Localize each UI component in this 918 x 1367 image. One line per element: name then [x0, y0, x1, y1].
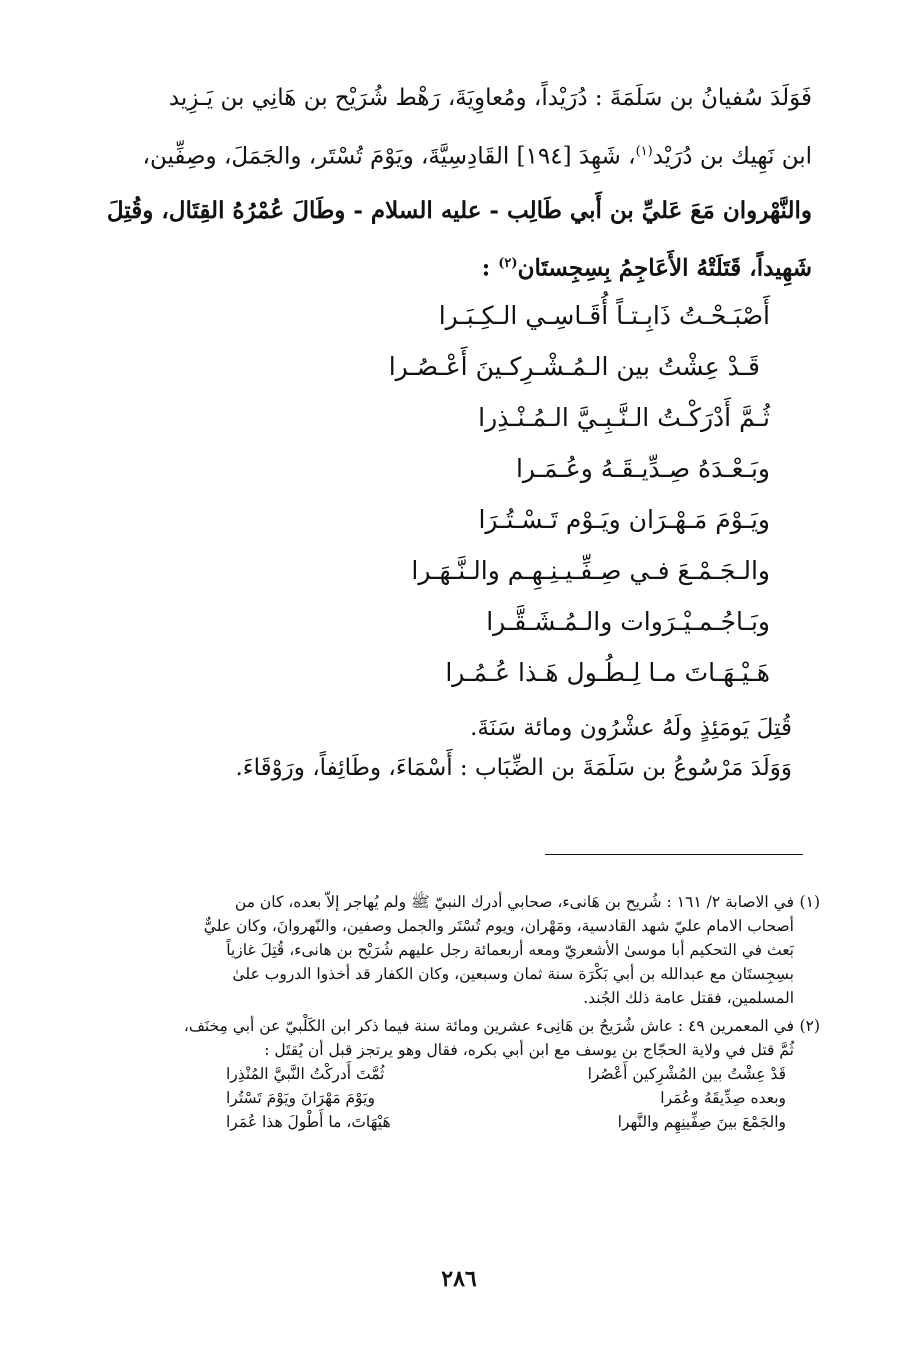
- paragraph-line-1: فَوَلَدَ سُفيانُ بن سَلَمَةَ : دُرَيْداً، ومُعاوِيَةَ، رَهْط شُرَيْح بن هَانِي بن يَـزِيد: [168, 85, 812, 111]
- footnote-text: بسِجِستَان مع عبدالله بن أبي بَكْرَة سنة ثمان وسبعين، وكان الكفار قد أخذوا الدروب علىٰ: [232, 965, 794, 983]
- paragraph-line-3: والنَّهْروان مَعَ عَليِّ بن أَبي طَالِب - عليه السلام - وطَالَ عُمْرُهُ القِتَال، وقُتِلَ: [106, 196, 812, 224]
- verse-line: أَصْبَـحْـتُ ذَابِـتـاً أُقَـاسِـي الـكِـبَـرا: [438, 301, 770, 330]
- footnote-text: المسلمين، فقتل عامة ذلك الجُند.: [583, 989, 794, 1007]
- footnote-ref-2[interactable]: (٢): [498, 255, 518, 271]
- verse-line: هَـيْـهَـاتَ مـا لِـطُـول هَـذا عُـمُـرا: [445, 658, 770, 687]
- footnote-number: (٢): [799, 1017, 820, 1035]
- hemistich: هَيْهَاتَ، ما أَطْولَ هذا عُمَرا: [226, 1113, 391, 1131]
- verse-line: وبَـاجُـمـيْـرَوات والـمُـشَـقَّـرا: [486, 607, 770, 636]
- hemistich: ثُمَّتَ أَدركْتُ النَّبيَّ المُنْذِرا: [226, 1065, 385, 1083]
- verse-line: وبَـعْـدَهُ صِـدِّيـقَـهُ وعُـمَـرا: [515, 454, 770, 483]
- footnote-poem: [100, 1062, 820, 1134]
- verse-block: [150, 290, 770, 698]
- hemistich: والجَمْعَ بينَ صِفِّينِهِم والنَّهرا: [617, 1113, 786, 1131]
- footnote-1: [100, 890, 820, 1010]
- verse-line: ثُـمَّ أَدْرَكْـتُ الـنَّـبِـيَّ الـمُـنْـذِرا: [478, 403, 770, 432]
- footnote-divider: [545, 854, 803, 855]
- poem-row: [226, 1062, 786, 1086]
- hemistich: ويَوْمَ مَهْرَانَ ويَوْمَ تَسْتُرا: [226, 1089, 375, 1107]
- footnote-text: أصحاب الامام عليّ شهد القادسية، ومَهْران، ويوم تُسْتَر والجمل وصفين، والنّهروانَ، وكان عليٌّ: [203, 917, 794, 935]
- footnote-2: [100, 1014, 820, 1134]
- verse-line: قَـدْ عِشْتُ بين الـمُـشْـرِكـينَ أَعْـصُـرا: [388, 352, 760, 381]
- page-number: ٢٨٦: [441, 1266, 477, 1292]
- verse-line: ويَـوْمَ مَـهْـرَان ويَـوْم تَـسْـتُـرَا: [478, 505, 770, 534]
- closing-paragraph: [180, 708, 792, 788]
- footnote-text: في الاصابة ٢/ ١٦١ : شُريح بن هَانىء، صحابي أدرك النبيّ ﷺ ولم يُهاجر إلاّ بعده، كان من: [234, 893, 794, 911]
- paragraph-line-4: شَهِيداً، قَتَلَتْهُ الأَعَاجِمُ بِسِجِستَان$^{(٢)}$ :: [481, 254, 812, 282]
- footnote-number: (١): [799, 893, 820, 911]
- footnote-text: في المعمرين ٤٩ : عاش شُرَيحُ بن هَانِىء عشرين ومائة سنة فيما ذكر ابن الكَلْبيّ عن أبي مِخنَف،: [183, 1017, 794, 1035]
- footnote-text: بَعث في التحكيم أبا موسىٰ الأشعريّ ومعه أربعمائة رجل عليهم شُرَيْح بن هانىء، قُتِلَ غازياً: [226, 941, 794, 959]
- poem-row: [226, 1110, 786, 1134]
- closing-line-2: وَوَلَدَ مَرْسُوعُ بن سَلَمَةَ بن الضِّبَاب : أَسْمَاءَ، وطَائِفاً، ورَوْقَاءَ.: [235, 755, 792, 781]
- poem-row: [226, 1086, 786, 1110]
- closing-line-1: قُتِلَ يَومَئِذٍ ولَهُ عشْرُون ومائة سَنَةَ.: [470, 715, 792, 741]
- hemistich: قَدْ عِشْتُ بين المُشْرِكين أَعْصُرا: [587, 1065, 786, 1083]
- verse-line: والـجَـمْـعَ فـي صِـفِّـيـنِـهِـم والـنَّـهَـرا: [411, 556, 770, 585]
- footnote-text: ثُمَّ قتل في ولاية الحجّاج بن يوسف مع ابن أبي بكره، فقال وهو يرتجز قبل أن يُقتَل :: [264, 1041, 794, 1059]
- footnotes: [100, 890, 820, 1138]
- paragraph-line-2: ابن نَهِيك بن دُرَيْد$^{(١)}$، شَهِدَ [١٩٤] القَادِسِيَّةَ، ويَوْمَ تُسْتَر، والجَمَلَ، وصِفِّين،: [142, 143, 812, 170]
- footnote-ref-1[interactable]: (١): [635, 144, 653, 159]
- main-paragraph: [100, 72, 812, 294]
- hemistich: وبعده صِدِّيقَهُ وعُمَرا: [660, 1089, 786, 1107]
